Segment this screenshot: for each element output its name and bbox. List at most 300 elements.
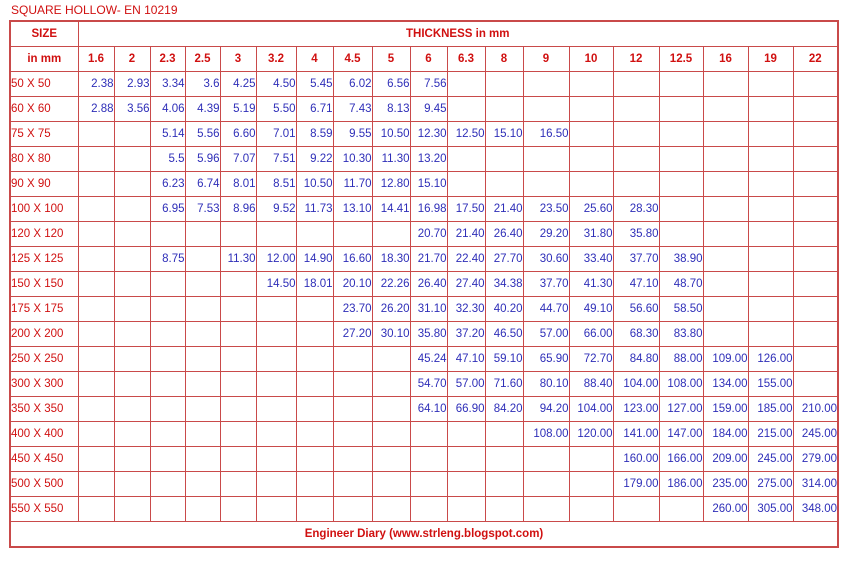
weight-cell	[333, 397, 372, 422]
weight-cell: 4.25	[220, 72, 256, 97]
size-cell: 100 X 100	[10, 197, 78, 222]
weight-cell: 12.80	[372, 172, 410, 197]
weight-cell	[78, 147, 114, 172]
weight-cell: 35.80	[410, 322, 447, 347]
weight-cell	[296, 472, 333, 497]
weight-cell: 3.34	[150, 72, 185, 97]
weight-cell	[114, 372, 150, 397]
table-row	[10, 247, 838, 272]
weight-cell: 6.23	[150, 172, 185, 197]
weight-cell: 48.70	[659, 272, 703, 297]
weight-cell: 9.22	[296, 147, 333, 172]
weight-cell	[485, 472, 523, 497]
weight-cell	[256, 397, 296, 422]
weight-cell: 28.30	[613, 197, 659, 222]
weight-cell: 108.00	[523, 422, 569, 447]
weight-cell	[703, 197, 748, 222]
weight-cell	[372, 422, 410, 447]
weight-cell: 8.96	[220, 197, 256, 222]
weight-cell	[748, 297, 793, 322]
weight-cell: 16.98	[410, 197, 447, 222]
weight-cell: 30.10	[372, 322, 410, 347]
thickness-column-header: 4.5	[333, 47, 372, 72]
weight-cell: 14.90	[296, 247, 333, 272]
thickness-column-header: 2.3	[150, 47, 185, 72]
weight-cell: 2.93	[114, 72, 150, 97]
weight-cell	[613, 72, 659, 97]
weight-cell: 2.38	[78, 72, 114, 97]
weight-cell: 166.00	[659, 447, 703, 472]
weight-cell: 14.50	[256, 272, 296, 297]
weight-cell	[447, 497, 485, 522]
weight-cell	[333, 497, 372, 522]
weight-cell	[613, 97, 659, 122]
weight-cell	[569, 147, 613, 172]
weight-cell	[613, 497, 659, 522]
weight-cell: 66.00	[569, 322, 613, 347]
weight-cell	[447, 97, 485, 122]
table-row	[10, 122, 838, 147]
weight-cell	[748, 172, 793, 197]
weight-cell	[78, 347, 114, 372]
weight-cell: 209.00	[703, 447, 748, 472]
table-row	[10, 222, 838, 247]
weight-cell: 37.20	[447, 322, 485, 347]
weight-cell	[410, 422, 447, 447]
weight-cell: 5.56	[185, 122, 220, 147]
weight-cell	[793, 372, 838, 397]
weight-cell: 59.10	[485, 347, 523, 372]
weight-cell: 30.60	[523, 247, 569, 272]
size-cell: 90 X 90	[10, 172, 78, 197]
weight-cell: 4.06	[150, 97, 185, 122]
thickness-column-header: 2.5	[185, 47, 220, 72]
weight-cell	[447, 422, 485, 447]
size-cell: 50 X 50	[10, 72, 78, 97]
weight-cell	[150, 222, 185, 247]
weight-cell	[659, 72, 703, 97]
weight-cell	[114, 447, 150, 472]
weight-cell: 23.50	[523, 197, 569, 222]
weight-cell	[659, 97, 703, 122]
section-weight-table	[9, 20, 839, 548]
weight-cell: 12.00	[256, 247, 296, 272]
thickness-column-header: 6	[410, 47, 447, 72]
weight-cell: 109.00	[703, 347, 748, 372]
thickness-column-header: 4	[296, 47, 333, 72]
weight-cell	[703, 322, 748, 347]
weight-cell: 84.80	[613, 347, 659, 372]
table-row	[10, 147, 838, 172]
weight-cell: 71.60	[485, 372, 523, 397]
weight-cell: 31.80	[569, 222, 613, 247]
weight-cell: 16.50	[523, 122, 569, 147]
weight-cell: 16.60	[333, 247, 372, 272]
weight-cell: 3.6	[185, 72, 220, 97]
weight-cell: 18.01	[296, 272, 333, 297]
weight-cell: 184.00	[703, 422, 748, 447]
table-row	[10, 72, 838, 97]
table-row	[10, 172, 838, 197]
thickness-column-header: 2	[114, 47, 150, 72]
weight-cell	[78, 247, 114, 272]
weight-cell	[78, 272, 114, 297]
weight-cell	[78, 222, 114, 247]
weight-cell	[569, 472, 613, 497]
weight-cell: 10.50	[296, 172, 333, 197]
weight-cell: 56.60	[613, 297, 659, 322]
weight-cell: 120.00	[569, 422, 613, 447]
weight-cell: 25.60	[569, 197, 613, 222]
weight-cell	[78, 297, 114, 322]
weight-cell	[793, 172, 838, 197]
weight-cell	[703, 247, 748, 272]
weight-cell	[748, 322, 793, 347]
weight-cell	[703, 147, 748, 172]
weight-cell	[114, 472, 150, 497]
table-row	[10, 347, 838, 372]
weight-cell	[748, 197, 793, 222]
size-cell: 125 X 125	[10, 247, 78, 272]
weight-cell	[114, 147, 150, 172]
weight-cell: 185.00	[748, 397, 793, 422]
weight-cell: 27.20	[333, 322, 372, 347]
weight-cell: 9.52	[256, 197, 296, 222]
weight-cell	[523, 97, 569, 122]
weight-cell	[296, 347, 333, 372]
size-cell: 250 X 250	[10, 347, 78, 372]
weight-cell: 33.40	[569, 247, 613, 272]
weight-cell	[793, 247, 838, 272]
size-cell: 150 X 150	[10, 272, 78, 297]
weight-cell	[613, 147, 659, 172]
weight-cell	[150, 372, 185, 397]
weight-cell: 275.00	[748, 472, 793, 497]
weight-cell: 13.10	[333, 197, 372, 222]
weight-cell: 215.00	[748, 422, 793, 447]
weight-cell: 38.90	[659, 247, 703, 272]
weight-cell	[372, 397, 410, 422]
weight-cell	[410, 497, 447, 522]
weight-cell	[410, 472, 447, 497]
weight-cell	[256, 422, 296, 447]
weight-cell	[296, 297, 333, 322]
weight-cell	[150, 297, 185, 322]
weight-cell	[185, 247, 220, 272]
weight-cell	[150, 422, 185, 447]
weight-cell: 9.55	[333, 122, 372, 147]
weight-cell	[523, 472, 569, 497]
weight-cell	[256, 447, 296, 472]
weight-cell: 21.40	[447, 222, 485, 247]
weight-cell	[333, 347, 372, 372]
weight-cell: 45.24	[410, 347, 447, 372]
table-row	[10, 472, 838, 497]
weight-cell: 7.51	[256, 147, 296, 172]
weight-cell: 21.40	[485, 197, 523, 222]
weight-cell: 26.40	[485, 222, 523, 247]
weight-cell	[220, 222, 256, 247]
weight-cell: 65.90	[523, 347, 569, 372]
weight-cell: 141.00	[613, 422, 659, 447]
weight-cell	[185, 397, 220, 422]
weight-cell: 31.10	[410, 297, 447, 322]
weight-cell: 35.80	[613, 222, 659, 247]
weight-cell: 5.45	[296, 72, 333, 97]
size-unit-header: in mm	[10, 47, 78, 72]
thickness-column-header: 12	[613, 47, 659, 72]
weight-cell: 186.00	[659, 472, 703, 497]
weight-cell: 179.00	[613, 472, 659, 497]
weight-cell: 7.01	[256, 122, 296, 147]
weight-cell	[220, 372, 256, 397]
weight-cell	[296, 497, 333, 522]
weight-cell	[793, 297, 838, 322]
weight-cell: 6.02	[333, 72, 372, 97]
weight-cell	[114, 497, 150, 522]
weight-cell: 10.30	[333, 147, 372, 172]
weight-cell: 155.00	[748, 372, 793, 397]
weight-cell: 46.50	[485, 322, 523, 347]
weight-cell: 83.80	[659, 322, 703, 347]
weight-cell	[793, 222, 838, 247]
weight-cell	[485, 72, 523, 97]
thickness-column-header: 10	[569, 47, 613, 72]
weight-cell: 4.39	[185, 97, 220, 122]
weight-cell	[793, 122, 838, 147]
weight-cell	[613, 122, 659, 147]
weight-cell	[793, 322, 838, 347]
weight-cell	[114, 297, 150, 322]
weight-cell	[748, 222, 793, 247]
weight-cell: 20.70	[410, 222, 447, 247]
weight-cell: 8.59	[296, 122, 333, 147]
weight-cell: 88.00	[659, 347, 703, 372]
table-row	[10, 297, 838, 322]
thickness-column-header: 8	[485, 47, 523, 72]
weight-cell	[220, 497, 256, 522]
table-row	[10, 397, 838, 422]
weight-cell: 5.50	[256, 97, 296, 122]
weight-cell	[256, 347, 296, 372]
table-row	[10, 447, 838, 472]
weight-cell	[410, 447, 447, 472]
weight-cell: 7.07	[220, 147, 256, 172]
table-row	[10, 422, 838, 447]
weight-cell: 8.51	[256, 172, 296, 197]
weight-cell	[569, 72, 613, 97]
weight-cell	[485, 447, 523, 472]
weight-cell: 5.96	[185, 147, 220, 172]
weight-cell	[185, 472, 220, 497]
weight-cell: 11.30	[372, 147, 410, 172]
table-row	[10, 372, 838, 397]
weight-cell: 58.50	[659, 297, 703, 322]
weight-cell: 104.00	[613, 372, 659, 397]
weight-cell	[185, 447, 220, 472]
weight-cell	[114, 172, 150, 197]
weight-cell: 47.10	[447, 347, 485, 372]
weight-cell: 8.01	[220, 172, 256, 197]
weight-cell	[703, 72, 748, 97]
weight-cell: 29.20	[523, 222, 569, 247]
weight-cell	[333, 222, 372, 247]
weight-cell	[220, 347, 256, 372]
weight-cell	[569, 172, 613, 197]
weight-cell: 80.10	[523, 372, 569, 397]
weight-cell: 160.00	[613, 447, 659, 472]
weight-cell: 2.88	[78, 97, 114, 122]
weight-cell	[793, 272, 838, 297]
weight-cell	[114, 347, 150, 372]
weight-cell	[150, 272, 185, 297]
weight-cell	[659, 122, 703, 147]
weight-cell: 5.19	[220, 97, 256, 122]
weight-cell: 12.30	[410, 122, 447, 147]
weight-cell	[185, 347, 220, 372]
weight-cell	[114, 322, 150, 347]
weight-cell	[78, 322, 114, 347]
weight-cell	[185, 297, 220, 322]
weight-cell: 20.10	[333, 272, 372, 297]
weight-cell	[485, 172, 523, 197]
weight-cell: 104.00	[569, 397, 613, 422]
weight-cell	[185, 222, 220, 247]
weight-cell	[220, 447, 256, 472]
weight-cell	[296, 397, 333, 422]
weight-cell	[296, 372, 333, 397]
weight-cell	[793, 197, 838, 222]
size-cell: 175 X 175	[10, 297, 78, 322]
weight-cell: 7.43	[333, 97, 372, 122]
weight-cell	[523, 147, 569, 172]
weight-cell	[447, 147, 485, 172]
weight-cell: 14.41	[372, 197, 410, 222]
weight-cell: 305.00	[748, 497, 793, 522]
weight-cell: 6.71	[296, 97, 333, 122]
weight-cell	[256, 372, 296, 397]
weight-cell	[114, 422, 150, 447]
weight-cell: 12.50	[447, 122, 485, 147]
weight-cell: 22.26	[372, 272, 410, 297]
weight-cell	[659, 172, 703, 197]
weight-cell: 27.40	[447, 272, 485, 297]
weight-cell	[703, 172, 748, 197]
weight-cell	[659, 497, 703, 522]
weight-cell	[372, 472, 410, 497]
table-row	[10, 497, 838, 522]
weight-cell	[523, 447, 569, 472]
weight-cell: 88.40	[569, 372, 613, 397]
weight-cell: 37.70	[523, 272, 569, 297]
weight-cell	[78, 472, 114, 497]
thickness-column-header: 9	[523, 47, 569, 72]
weight-cell	[114, 247, 150, 272]
weight-cell: 134.00	[703, 372, 748, 397]
weight-cell	[703, 122, 748, 147]
weight-cell: 26.20	[372, 297, 410, 322]
table-row	[10, 97, 838, 122]
weight-cell	[333, 447, 372, 472]
thickness-column-header: 1.6	[78, 47, 114, 72]
weight-cell: 348.00	[793, 497, 838, 522]
weight-cell	[114, 197, 150, 222]
weight-cell	[256, 322, 296, 347]
weight-cell	[220, 422, 256, 447]
thickness-column-header: 3.2	[256, 47, 296, 72]
weight-cell	[78, 397, 114, 422]
size-cell: 350 X 350	[10, 397, 78, 422]
weight-cell	[185, 422, 220, 447]
weight-cell	[748, 122, 793, 147]
weight-cell: 8.75	[150, 247, 185, 272]
thickness-column-header: 5	[372, 47, 410, 72]
weight-cell	[703, 97, 748, 122]
weight-cell: 15.10	[485, 122, 523, 147]
weight-cell	[333, 422, 372, 447]
weight-cell	[748, 247, 793, 272]
weight-cell	[220, 297, 256, 322]
weight-cell	[748, 72, 793, 97]
weight-cell	[447, 172, 485, 197]
weight-cell: 72.70	[569, 347, 613, 372]
weight-cell	[220, 472, 256, 497]
weight-cell	[372, 447, 410, 472]
weight-cell: 66.90	[447, 397, 485, 422]
weight-cell	[185, 372, 220, 397]
weight-cell	[703, 297, 748, 322]
weight-cell	[569, 97, 613, 122]
weight-cell	[485, 97, 523, 122]
footer-credit: Engineer Diary (www.strleng.blogspot.com)	[10, 522, 838, 548]
weight-cell	[485, 422, 523, 447]
weight-cell	[372, 372, 410, 397]
weight-cell	[372, 347, 410, 372]
weight-cell	[78, 497, 114, 522]
weight-cell	[333, 372, 372, 397]
weight-cell: 5.5	[150, 147, 185, 172]
weight-cell: 5.14	[150, 122, 185, 147]
weight-cell	[659, 222, 703, 247]
weight-cell	[523, 172, 569, 197]
weight-cell: 23.70	[333, 297, 372, 322]
weight-cell	[793, 347, 838, 372]
weight-cell: 314.00	[793, 472, 838, 497]
weight-cell	[485, 147, 523, 172]
weight-cell: 21.70	[410, 247, 447, 272]
weight-cell	[748, 272, 793, 297]
weight-cell: 9.45	[410, 97, 447, 122]
weight-cell	[185, 272, 220, 297]
table-row	[10, 322, 838, 347]
weight-cell: 13.20	[410, 147, 447, 172]
weight-cell	[372, 497, 410, 522]
weight-cell	[703, 272, 748, 297]
weight-cell	[256, 497, 296, 522]
weight-cell	[256, 297, 296, 322]
weight-cell	[78, 172, 114, 197]
weight-cell: 34.38	[485, 272, 523, 297]
weight-cell	[333, 472, 372, 497]
thickness-column-header: 12.5	[659, 47, 703, 72]
weight-cell	[296, 422, 333, 447]
weight-cell: 3.56	[114, 97, 150, 122]
weight-cell	[78, 122, 114, 147]
weight-cell: 8.13	[372, 97, 410, 122]
weight-cell: 44.70	[523, 297, 569, 322]
weight-cell	[569, 447, 613, 472]
weight-cell	[569, 122, 613, 147]
